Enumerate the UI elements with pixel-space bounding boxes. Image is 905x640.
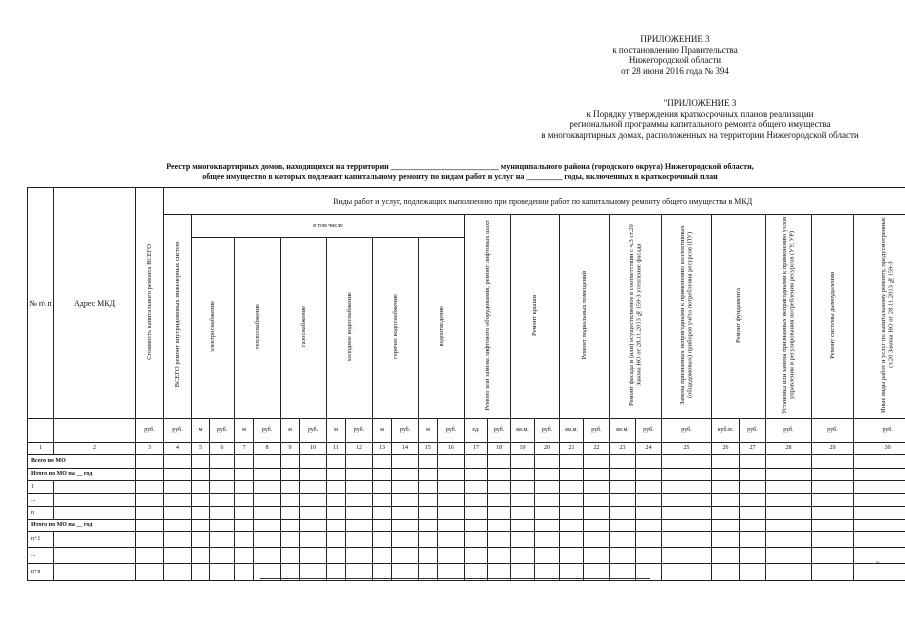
unit-cell: руб.	[584, 419, 610, 443]
hot-water-header: горячее водоснабжение	[373, 238, 419, 419]
unit-cell: руб.	[766, 419, 812, 443]
register-title-line1: Реестр многоквартирных домов, находящихся на территории ___________________________ муниципального района (городского округа) Нижегородской области,	[166, 162, 754, 171]
appendix-sub-line: "ПРИЛОЖЕНИЕ 3	[663, 98, 737, 108]
unit-cell: руб.	[210, 419, 235, 443]
column-number: 10	[300, 443, 327, 455]
column-number: 30	[854, 443, 905, 455]
column-number: 21	[560, 443, 584, 455]
unit-cell: кв.м.	[560, 419, 584, 443]
column-number: 14	[392, 443, 419, 455]
including-header: в том числе	[192, 215, 465, 238]
appendix-sub-line: региональной программы капитального ремонта общего имущества	[569, 119, 831, 129]
row-label: Всего по МО	[28, 455, 136, 469]
column-number: 27	[740, 443, 766, 455]
total-cost-header: Стоимость капитального ремонта ВСЕГО	[136, 188, 164, 419]
column-number: 2	[54, 443, 136, 455]
unit-cell: кв.м.	[610, 419, 636, 443]
row-number: n	[28, 507, 54, 520]
appendix-sub-line: к Порядку утверждения краткосрочных планов реализации	[586, 108, 814, 119]
cold-water-header: холодное водоснабжение	[327, 238, 373, 419]
column-number: 3	[136, 443, 164, 455]
unit-cell: ед.	[465, 419, 488, 443]
column-number: 4	[164, 443, 192, 455]
column-number: 1	[28, 443, 54, 455]
table-row	[28, 507, 905, 520]
row-label: Итого по МО на __ год	[28, 520, 136, 532]
register-title	[120, 162, 800, 182]
utilities-total-header: ВСЕГО ремонт внутридомовых инженерных систем	[164, 215, 192, 419]
unit-cell: руб.	[254, 419, 281, 443]
column-number: 28	[766, 443, 812, 455]
sewer-header: водоотведение	[419, 238, 465, 419]
closing-quote-mark: "	[876, 560, 880, 569]
row-label: Итого по МО на __ год	[28, 469, 136, 481]
column-number: 23	[610, 443, 636, 455]
column-number: 26	[712, 443, 740, 455]
unit-cell: куб.м.	[712, 419, 740, 443]
other-works-header: Иные виды работ и услуг по капитальному ремонту, предусмотренные ст.20 Закона НО от 28.11.2013 №159-З	[854, 215, 905, 419]
gas-header: газоснабжение	[281, 238, 327, 419]
column-number: 22	[584, 443, 610, 455]
column-number: 7	[235, 443, 254, 455]
unit-cell: руб.	[740, 419, 766, 443]
row-number: n+n	[28, 564, 54, 581]
power-header: электроснабжение	[192, 238, 235, 419]
unit-cell: руб.	[535, 419, 560, 443]
unit-cell: руб.	[636, 419, 662, 443]
unit-cell: руб.	[136, 419, 164, 443]
register-title-line2: общее имущество в которых подлежит капитальному ремонту по видам работ и услуг на _________ годы, включенных в краткосрочный план	[202, 172, 718, 181]
unit-cell: руб.	[812, 419, 854, 443]
column-number: 24	[636, 443, 662, 455]
column-number: 9	[281, 443, 300, 455]
row-number: 1	[28, 481, 54, 494]
appendix-subheader	[510, 98, 890, 140]
appendix-header-line: ПРИЛОЖЕНИЕ 3	[640, 34, 710, 44]
column-number: 25	[662, 443, 712, 455]
column-number: 18	[488, 443, 511, 455]
unit-cell: м	[373, 419, 392, 443]
column-number: 19	[511, 443, 535, 455]
elevator-header: Ремонт или замена лифтового оборудования, ремонт лифтовых шахт	[465, 215, 511, 419]
unit-cell	[28, 419, 54, 443]
table-row	[28, 481, 905, 494]
unit-cell: м	[327, 419, 346, 443]
footer-rule	[260, 578, 650, 579]
foundation-header: Ремонт фундамента	[712, 215, 766, 419]
smoke-header: Ремонт системы дымоудаления	[812, 215, 854, 419]
header-row-1	[28, 188, 905, 215]
heat-header: теплоснабжение	[235, 238, 281, 419]
table-row	[28, 520, 905, 532]
unit-cell: руб.	[346, 419, 373, 443]
unit-cell: руб.	[300, 419, 327, 443]
appendix-header-line: к постановлению Правительства	[612, 44, 738, 55]
roof-header: Ремонт крыши	[511, 215, 560, 419]
unit-cell: руб.	[488, 419, 511, 443]
row-number: ...	[28, 548, 54, 564]
table-row	[28, 455, 905, 469]
column-number: 8	[254, 443, 281, 455]
column-number: 6	[210, 443, 235, 455]
unit-cell: м	[192, 419, 210, 443]
units-row	[28, 419, 905, 443]
unit-cell: м	[419, 419, 438, 443]
unit-cell: м	[235, 419, 254, 443]
column-number: 17	[465, 443, 488, 455]
appendix-header	[600, 34, 750, 76]
unit-cell: руб.	[662, 419, 712, 443]
column-number: 11	[327, 443, 346, 455]
appendix-header-line: от 28 июня 2016 года № 394	[621, 65, 729, 76]
column-number: 5	[192, 443, 210, 455]
appendix-sub-line: в многоквартирных домах, расположенных на территории Нижегородской области	[541, 129, 859, 140]
works-header: Виды работ и услуг, подлежащих выполнению при проведении работ по капитальному ремонту общего имущества в МКД	[164, 188, 905, 215]
unit-cell	[54, 419, 136, 443]
col-number-header: № п\ п	[28, 188, 54, 419]
column-number: 15	[419, 443, 438, 455]
control-units-header: Установка или замена признанных непригодными к применению узлов управления и регулирования потребления ресурсов (УУ, УР)	[766, 215, 812, 419]
basement-header: Ремонт подвальных помещений	[560, 215, 610, 419]
row-number: n+1	[28, 532, 54, 548]
unit-cell: м	[281, 419, 300, 443]
unit-cell: кв.м.	[511, 419, 535, 443]
column-number: 16	[438, 443, 465, 455]
unit-cell: руб.	[854, 419, 905, 443]
column-numbers-row	[28, 443, 905, 455]
table-row	[28, 494, 905, 507]
meters-header: Замена признанных непригодными к применению коллективных (общедомовых) приборов учёта потребления ресурсов (ПУ)	[662, 215, 712, 419]
facade-header: Ремонт фасада и (или) осуществляемое в соответствии с ч.3 ст.20 Закона НО от 28.11.2013 №159-З утепление фасада	[610, 215, 662, 419]
table-row	[28, 469, 905, 481]
row-number: ...	[28, 494, 54, 507]
unit-cell: руб.	[392, 419, 419, 443]
address-header: Адрес МКД	[54, 188, 136, 419]
table-row	[28, 532, 905, 548]
column-number: 20	[535, 443, 560, 455]
unit-cell: руб.	[438, 419, 465, 443]
column-number: 13	[373, 443, 392, 455]
unit-cell: руб.	[164, 419, 192, 443]
table-row	[28, 548, 905, 564]
register-table	[27, 187, 905, 581]
column-number: 12	[346, 443, 373, 455]
appendix-header-line: Нижегородской области	[628, 55, 722, 65]
column-number: 29	[812, 443, 854, 455]
